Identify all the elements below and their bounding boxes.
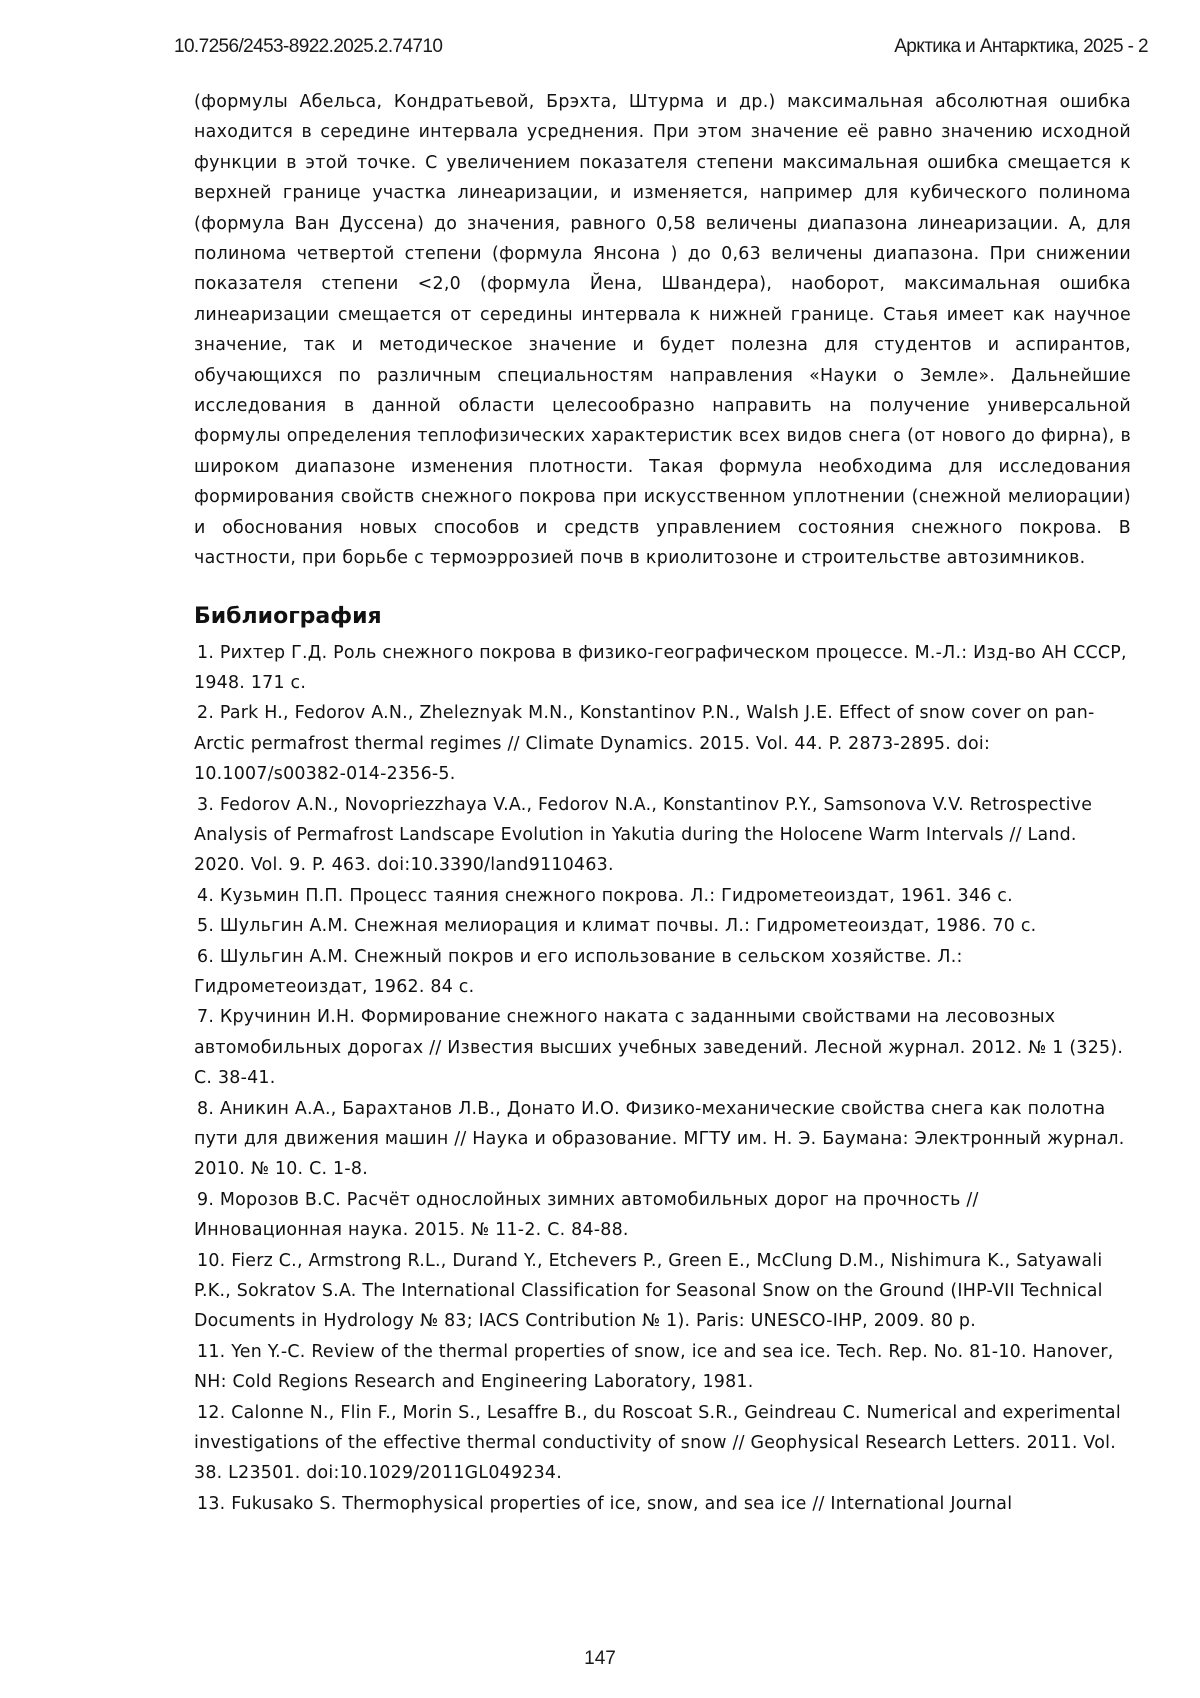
reference-number: 9. xyxy=(197,1189,215,1210)
reference-item xyxy=(194,942,1131,1003)
reference-text: Fukusako S. Thermophysical properties of ice, snow, and sea ice // International Journal xyxy=(231,1493,1013,1514)
reference-item xyxy=(194,1094,1131,1185)
bibliography-heading: Библиография xyxy=(194,603,382,629)
reference-item xyxy=(194,698,1131,789)
reference-text: Кузьмин П.П. Процесс таяния снежного покрова. Л.: Гидрометеоиздат, 1961. 346 с. xyxy=(219,885,1013,906)
reference-number: 4. xyxy=(197,885,215,906)
reference-text: Аникин А.А., Барахтанов Л.В., Донато И.О. Физико-механические свойства снега как полотна пути для движения машин // Наука и образование. МГТУ им. Н. Э. Баумана: Электронный журнал. 2010. № 10. С. 1-8. xyxy=(194,1098,1125,1180)
reference-number: 10. xyxy=(197,1250,226,1271)
reference-number: 11. xyxy=(197,1341,226,1362)
reference-item xyxy=(194,1398,1131,1489)
reference-text: Calonne N., Flin F., Morin S., Lesaffre B., du Roscoat S.R., Geindreau C. Numerical and experimental investigations of the effective thermal conductivity of snow // Geophysical Research Letters. 2011. Vol. 38. L23501. doi:10.1029/2011GL049234. xyxy=(194,1402,1121,1484)
reference-text: Шульгин А.М. Снежный покров и его использование в сельском хозяйстве. Л.: Гидрометеоиздат, 1962. 84 с. xyxy=(194,946,963,997)
reference-number: 6. xyxy=(197,946,215,967)
reference-number: 12. xyxy=(197,1402,226,1423)
page-number: 147 xyxy=(584,1648,616,1669)
reference-item xyxy=(194,790,1131,881)
body-text xyxy=(194,87,1131,574)
reference-number: 5. xyxy=(197,916,215,937)
reference-text: Fedorov A.N., Novopriezzhaya V.A., Fedorov N.A., Konstantinov P.Y., Samsonova V.V. Retrospective Analysis of Permafrost Landscape Evolution in Yakutia during the Holocene Warm Intervals // Land. 2020. Vol. 9. P. 463. doi:10.3390/land9110463. xyxy=(194,794,1093,876)
journal-title: Арктика и Антарктика, 2025 - 2 xyxy=(894,36,1148,57)
reference-number: 1. xyxy=(197,642,215,663)
reference-item xyxy=(194,1002,1131,1093)
doi-label: 10.7256/2453-8922.2025.2.74710 xyxy=(174,36,443,57)
reference-number: 13. xyxy=(197,1493,226,1514)
reference-item xyxy=(194,638,1131,699)
reference-text: Fierz C., Armstrong R.L., Durand Y., Etchevers P., Green E., McClung D.M., Nishimura K., Satyawali P.K., Sokratov S.A. The International Classification for Seasonal Snow on the Ground (IHP-VII Technical Documents in Hydrology № 83; IACS Contribution № 1). Paris: UNESCO-IHP, 2009. 80 p. xyxy=(194,1250,1103,1332)
reference-item xyxy=(194,1337,1131,1398)
reference-item xyxy=(194,1489,1131,1519)
reference-text: Морозов В.С. Расчёт однослойных зимних автомобильных дорог на прочность // Инновационная наука. 2015. № 11-2. С. 84-88. xyxy=(194,1189,979,1241)
reference-number: 8. xyxy=(197,1098,215,1119)
reference-text: Yen Y.-C. Review of the thermal properties of snow, ice and sea ice. Tech. Rep. No. 81-10. Hanover, NH: Cold Regions Research and Engineering Laboratory, 1981. xyxy=(194,1341,1114,1393)
reference-number: 3. xyxy=(197,794,215,815)
reference-text: Park H., Fedorov A.N., Zheleznyak M.N., Konstantinov P.N., Walsh J.E. Effect of snow cover on pan-Arctic permafrost thermal regimes // Climate Dynamics. 2015. Vol. 44. P. 2873-2895. doi: 10.1007/s00382-014-2356-5. xyxy=(194,703,1095,785)
reference-text: Кручинин И.Н. Формирование снежного наката с заданными свойствами на лесовозных автомобильных дорогах // Известия высших учебных заведений. Лесной журнал. 2012. № 1 (325). С. 38-41. xyxy=(194,1007,1124,1089)
reference-item xyxy=(194,1246,1131,1337)
page-content xyxy=(194,87,1131,1519)
bibliography-list xyxy=(194,638,1131,1520)
reference-text: Шульгин А.М. Снежная мелиорация и климат почвы. Л.: Гидрометеоиздат, 1986. 70 с. xyxy=(219,916,1037,937)
reference-number: 7. xyxy=(197,1007,215,1028)
reference-number: 2. xyxy=(197,703,215,724)
reference-item xyxy=(194,1185,1131,1246)
intro-paragraph: (формулы Абельса, Кондратьевой, Брэхта, Штурма и др.) максимальная абсолютная ошибка находится в середине интервала усреднения. При этом значение её равно значению исходной функции в этой точке. С увеличением показателя степени максимальная ошибка смещается к верхней границе участка линеаризации, и изменяется, например для кубического полинома (формула Ван Дуссена) до значения, равного 0,58 величены диапазона линеаризации. А, для полинома четвертой степени (формула Янсона ) до 0,63 величены диапазона. При снижении показателя степени <2,0 (формула Йена, Швандера), наоборот, максимальная ошибка линеаризации смещается от середины интервала к нижней границе. Стаья имеет как научное значение, так и методическое значение и будет полезна для студентов и аспирантов, обучающихся по различным специальностям направления «Науки о Земле». Дальнейшие исследования в данной области целесообразно направить на получение универсальной формулы определения теплофизических характеристик всех видов снега (от нового до фирна), в широком диапазоне изменения плотности. Такая формула необходима для исследования формирования свойств снежного покрова при искусственном уплотнении (снежной мелиорации) и обоснования новых способов и средств управлением состояния снежного покрова. В частности, при борьбе с термоэррозией почв в криолитозоне и строительстве автозимников. xyxy=(194,92,1131,569)
running-header xyxy=(174,36,1148,62)
reference-text: Рихтер Г.Д. Роль снежного покрова в физико-географическом процессе. М.-Л.: Изд-во АН СССР, 1948. 171 с. xyxy=(194,642,1127,693)
reference-item xyxy=(194,881,1131,911)
reference-item xyxy=(194,911,1131,941)
